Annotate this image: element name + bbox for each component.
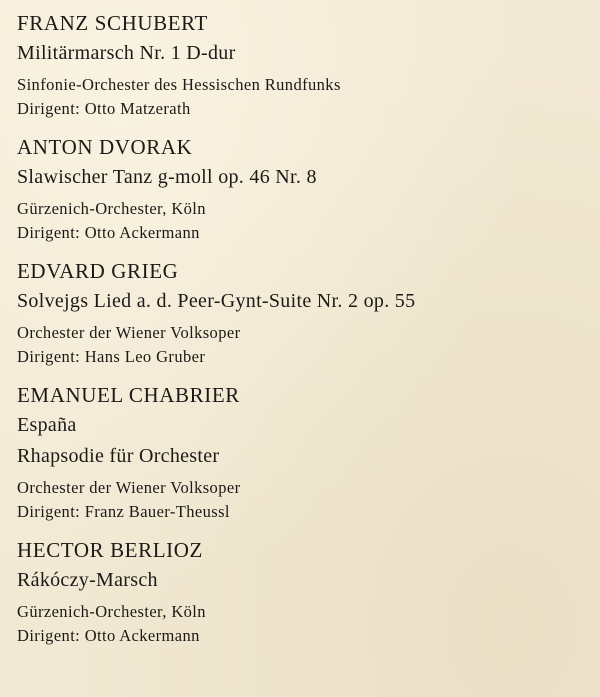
orchestra: Orchester der Wiener Volksoper [17,323,241,342]
work-title: Solvejgs Lied a. d. Peer-Gynt-Suite Nr. 2 op. 55 [17,290,416,312]
entry-dvorak [17,132,595,245]
conductor: Dirigent: Franz Bauer-Theussl [17,502,230,521]
work-title: España [17,414,77,436]
track-listing [17,8,595,648]
conductor: Dirigent: Hans Leo Gruber [17,347,206,366]
entry-berlioz [17,535,595,648]
conductor: Dirigent: Otto Ackermann [17,223,200,242]
entry-schubert [17,8,595,121]
orchestra: Gürzenich-Orchester, Köln [17,199,206,218]
composer-name: EMANUEL CHABRIER [17,383,240,407]
work-title: Militärmarsch Nr. 1 D-dur [17,42,236,64]
composer-name: HECTOR BERLIOZ [17,538,203,562]
conductor: Dirigent: Otto Matzerath [17,99,191,118]
composer-name: ANTON DVORAK [17,135,193,159]
composer-name: FRANZ SCHUBERT [17,11,208,35]
orchestra: Orchester der Wiener Volksoper [17,478,241,497]
orchestra: Gürzenich-Orchester, Köln [17,602,206,621]
entry-grieg [17,256,595,369]
composer-name: EDVARD GRIEG [17,259,179,283]
entry-chabrier [17,380,595,524]
work-title: Rákóczy-Marsch [17,569,158,591]
work-subtitle: Rhapsodie für Orchester [17,445,220,467]
orchestra: Sinfonie-Orchester des Hessischen Rundfunks [17,75,341,94]
conductor: Dirigent: Otto Ackermann [17,626,200,645]
work-title: Slawischer Tanz g-moll op. 46 Nr. 8 [17,166,317,188]
